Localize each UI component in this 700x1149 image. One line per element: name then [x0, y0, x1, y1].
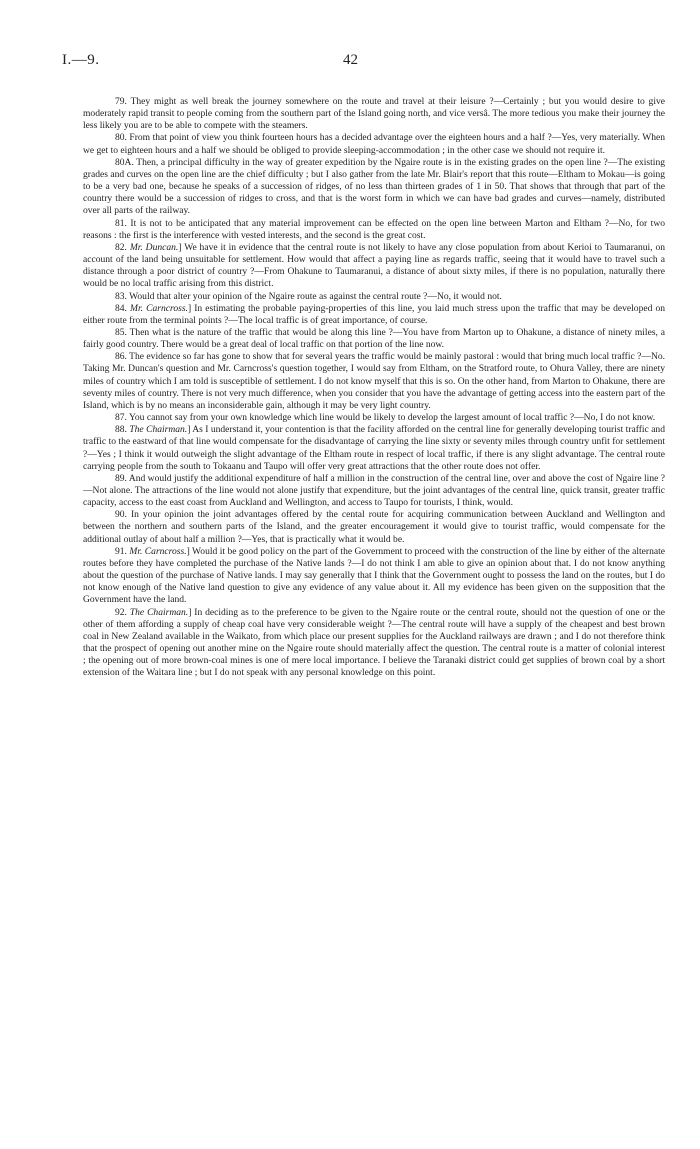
paragraph: 88. The Chairman.] As I understand it, your contention is that the facility afforded on the central line for generally developing tourist traffic and traffic to the eastward of that line would compensate for the disadvantage of carrying the line sixty or seventy miles through country unfit for settlement ?—Yes ; I think it would outweigh the slight advantage of the Eltham route in respect of local traffic, if there is any slight advantage. The central route carrying people from the south to Tokaanu and Taupo will offer very great attractions that the other route does not offer. [83, 424, 665, 472]
paragraph: 82. Mr. Duncan.] We have it in evidence that the central route is not likely to have any close population from about Kerioi to Taumaranui, on account of the land being unsuitable for settlement. How would that affect a paying line as regards traffic, seeing that it would have to travel such a distance through a poor district of country ?—From Ohakune to Taumaranui, a distance of about sixty miles, if there is no population, naturally there would be no local traffic arising from this district. [83, 241, 665, 290]
page-header [62, 52, 660, 76]
paragraph: 80A. Then, a principal difficulty in the way of greater expedition by the Ngaire route is in the existing grades on the open line ?—The existing grades and curves on the open line are the chief difficulty ; but I also gather from the late Mr. Blair's report that this route—Eltham to Mokau—is going to be a very bad one, because he speaks of a succession of ridges, of no less than thirteen grades of 1 in 50. That shows that through that part of the country there would be a succession of ridges to cross, and that is the worst form in which we can have bad grades and curves—namely, distributed over all parts of the railway. [83, 156, 665, 217]
paragraph: 87. You cannot say from your own knowledge which line would be likely to develop the largest amount of local traffic ?—No, I do not know. [115, 412, 656, 424]
paragraph: 84. Mr. Carncross.] In estimating the probable paying-properties of this line, you laid much stress upon the traffic that may be developed on either route from the terminal points ?—The local traffic is of great importance, of course. [83, 302, 665, 326]
paragraph: 91. Mr. Carncross.] Would it be good policy on the part of the Government to proceed with the construction of the line by either of the alternate routes before they have completed the purchase of the Native lands ?—I do not think I am able to give an opinion about that. I do not know anything about the question of the purchase of Native lands. I may say generally that I think that the Government ought to possess the land on the routes, but I do not know enough of the Native land question to give any evidence of any value about it. All my evidence has been given on the supposition that the Government have the land. [83, 545, 665, 606]
paragraph: 79. They might as well break the journey somewhere on the route and travel at their leisure ?—Certainly ; but you would desire to give moderately rapid transit to people coming from the southern part of the Island going north, and vice versâ. The more tedious you make their journey the less likely you are to be able to compete with the steamers. [83, 96, 665, 132]
page-number: 42 [343, 52, 358, 68]
speaker-name: Mr. Carncross. [129, 545, 187, 557]
paragraph: 90. In your opinion the joint advantages offered by the cental route for acquiring communication between Auckland and Wellington and between the northern and southern parts of the Island, and the greater encouragement it would give to tourist traffic, would compensate for the additional outlay of about half a million ?—Yes, that is practically what it would be. [83, 509, 665, 545]
paragraph: 92. The Chairman.] In deciding as to the preference to be given to the Ngaire route or the central route, should not the question of one or the other of them affording a supply of cheap coal have very considerable weight ?—The central route will have a supply of the cheapest and best brown coal in New Zealand available in the Waikato, from which place our present supplies for the Auckland railways are drawn ; and I do not therefore think that the prospect of opening out another mine on the Ngaire route should materially affect the question. The central route is a matter of colonial interest ; the opening out of more brown-coal mines is one of mere local importance. I believe the Taranaki district could get supplies of brown coal by a short extension of the Waitara line ; but I do not speak with any personal knowledge on this point. [83, 606, 665, 679]
speaker-name: The Chairman. [129, 606, 189, 618]
document-reference: I.—9. [62, 52, 100, 68]
paragraph: 80. From that point of view you think fourteen hours has a decided advantage over the eighteen hours and a half ?—Yes, very materially. When we get to eighteen hours and a half we should be obliged to provide sleeping-accommodation ; in the other case we should not require it. [83, 132, 665, 156]
speaker-name: The Chairman. [129, 424, 188, 436]
speaker-name: Mr. Duncan. [129, 241, 179, 253]
paragraph: 85. Then what is the nature of the traffic that would be along this line ?—You have from Marton up to Ohakune, a distance of ninety miles, a fairly good country. There would be a great deal of local traffic on that portion of the line now. [83, 326, 665, 351]
speaker-name: Mr. Carncross. [130, 302, 188, 314]
paragraph: 89. And would justify the additional expenditure of half a million in the construction of the central line, over and above the cost of Ngaire line ?—Not alone. The attractions of the line would not alone justify that expenditure, but the joint advantages of the central line, quick transit, greater traffic capacity, access to the east coast from Auckland and Wellington, and access to Taupo for tourists, I think, would. [83, 472, 665, 509]
paragraph: 86. The evidence so far has gone to show that for several years the traffic would be mainly pastoral : would that bring much local traffic ?—No. Taking Mr. Duncan's question and Mr. Carncross's question together, I would say from Eltham, on the Stratford route, to Ohura Valley, there are ninety miles of country which I am told is susceptible of settlement. I do not know myself that this is so. On the other hand, from Marton to Ohakune, there are seventy miles of country. There is not very much difference, when you consider that you have the advantage of getting access into the eastern part of the Island, which is by no means an inconsiderable gain, although it may be very light country. [83, 351, 665, 411]
paragraph: 83. Would that alter your opinion of the Ngaire route as against the central route ?—No, it would not. [115, 290, 502, 302]
paragraph: 81. It is not to be anticipated that any material improvement can be effected on the open line between Marton and Eltham ?—No, for two reasons : the first is the interference with vested interests, and the second is the great cost. [83, 217, 665, 241]
document-body [83, 96, 665, 680]
